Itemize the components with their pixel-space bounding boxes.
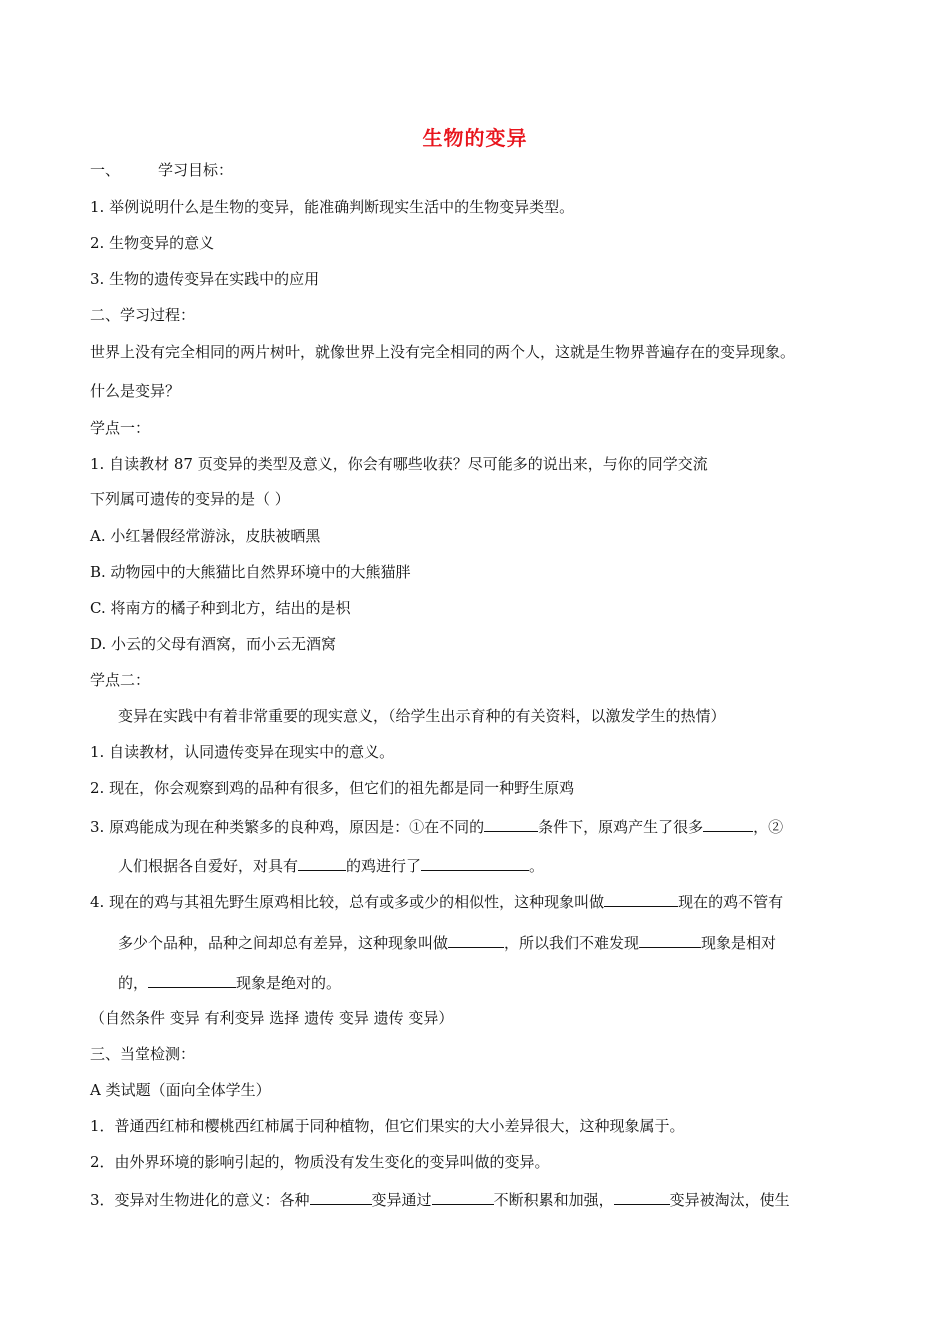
intro-paragraph: 世界上没有完全相同的两片树叶，就像世界上没有完全相同的两个人，这就是生物界普遍存在的变异现象。 [90,343,796,361]
item-4-text: 多少个品种，品种之间却总有差异，这种现象叫做 [118,934,449,952]
study-point-2-item-3-cont [118,854,544,876]
question-3-text: 不断积累和加强， [493,1191,614,1209]
item-4-text: 现象是绝对的。 [236,974,342,992]
fill-blank[interactable] [639,931,701,948]
item-4-text: 现在的鸡不管有 [678,893,784,911]
question-3-text: 3．变异对生物进化的意义：各种 [90,1191,310,1209]
fill-blank[interactable] [614,1188,670,1205]
test-question-2: 2．由外界环境的影响引起的，物质没有发生变化的变异叫做的变异。 [90,1153,550,1171]
section-1-number: 一、 [90,161,121,179]
question-what-is-variation: 什么是变异？ [90,382,181,400]
study-point-1-label: 学点一： [90,419,151,437]
choice-option-d: D. 小云的父母有酒窝，而小云无酒窝 [90,635,337,653]
test-question-1: 1．普通西红柿和樱桃西红柿属于同种植物，但它们果实的大小差异很大，这种现象属于。 [90,1117,685,1135]
test-question-3 [90,1188,790,1210]
fill-blank[interactable] [604,890,678,907]
fill-blank[interactable] [448,931,504,948]
goal-item: 1. 举例说明什么是生物的变异，能准确判断现实生活中的生物变异类型。 [90,198,575,216]
page-title: 生物的变异 [422,126,528,150]
section-3-heading: 三、当堂检测： [90,1045,196,1063]
study-point-2-item-3 [90,815,783,837]
study-point-2-item-2: 2. 现在，你会观察到鸡的品种有很多，但它们的祖先都是同一种野生原鸡 [90,779,575,797]
study-point-2-intro: 变异在实践中有着非常重要的现实意义，（给学生出示育种的有关资料，以激发学生的热情） [118,707,726,725]
choice-option-a: A. 小红暑假经常游泳，皮肤被晒黑 [90,527,321,545]
study-point-2-item-4-cont [118,931,776,953]
category-a-title: A 类试题（面向全体学生） [90,1081,271,1099]
multiple-choice-question: 下列属可遗传的变异的是（ ） [90,490,290,508]
section-1-heading [90,160,233,180]
fill-blank[interactable] [484,815,538,832]
item-4-text: 的， [118,974,149,992]
question-3-text: 变异被淘汰，使生 [669,1191,790,1209]
fill-blank[interactable] [421,854,529,871]
question-3-text: 变异通过 [371,1191,432,1209]
study-point-2-item-4 [90,890,783,912]
fill-blank[interactable] [298,854,346,871]
goal-item: 3. 生物的遗传变异在实践中的应用 [90,270,320,288]
choice-option-c: C. 将南方的橘子种到北方，结出的是枳 [90,599,351,617]
study-point-1-item: 1. 自读教材 87 页变异的类型及意义，你会有哪些收获？尽可能多的说出来，与你的同学交流 [90,455,708,473]
fill-blank[interactable] [432,1188,494,1205]
item-4-text: 4. 现在的鸡与其祖先野生原鸡相比较，总有或多或少的相似性，这种现象叫做 [90,893,605,911]
item-3-text: 人们根据各自爱好，对具有 [118,857,299,875]
answer-key: （自然条件 变异 有利变异 选择 遗传 变异 遗传 变异） [90,1009,454,1027]
item-4-text: 现象是相对 [701,934,777,952]
study-point-2-item-4-cont2 [118,971,341,993]
item-4-text: ，所以我们不难发现 [504,934,640,952]
fill-blank[interactable] [310,1188,372,1205]
section-1-title: 学习目标： [158,161,234,179]
item-3-text: ，② [753,818,784,836]
fill-blank[interactable] [703,815,753,832]
study-point-2-item-1: 1. 自读教材，认同遗传变异在现实中的意义。 [90,743,395,761]
study-point-2-label: 学点二： [90,671,151,689]
fill-blank[interactable] [148,971,236,988]
item-3-text: 3. 原鸡能成为现在种类繁多的良种鸡，原因是：①在不同的 [90,818,485,836]
choice-option-b: B. 动物园中的大熊猫比自然界环境中的大熊猫胖 [90,563,411,581]
item-3-text: 。 [529,857,545,875]
item-3-text: 条件下，原鸡产生了很多 [538,818,704,836]
goal-item: 2. 生物变异的意义 [90,234,215,252]
item-3-text: 的鸡进行了 [346,857,422,875]
section-2-heading: 二、学习过程： [90,306,196,324]
